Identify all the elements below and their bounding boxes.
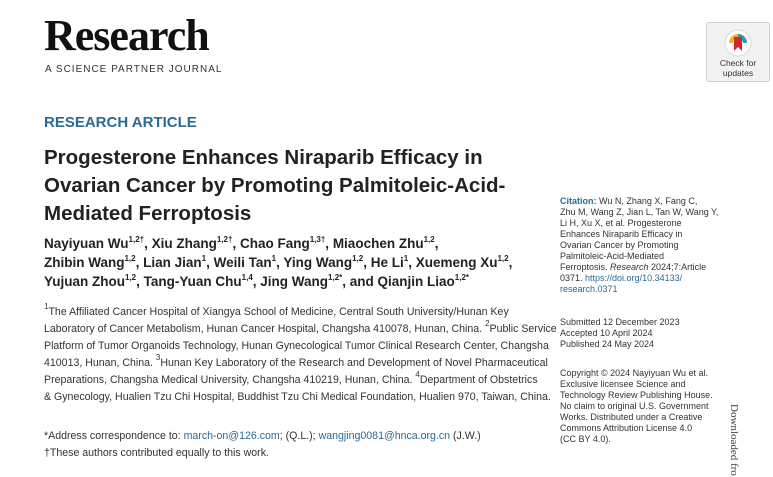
author-name[interactable]: Weili Tan xyxy=(213,255,272,270)
citation-label: Citation: xyxy=(560,196,597,206)
title-line: Progesterone Enhances Niraparib Efficacy in xyxy=(44,146,483,169)
author-affiliation-marker: 1,2 xyxy=(352,254,364,263)
citation-line: Ovarian Cancer by Promoting xyxy=(560,240,679,250)
copyright-line: (CC BY 4.0). xyxy=(560,434,611,444)
author-name[interactable]: Nayiyuan Wu xyxy=(44,236,129,251)
affiliation-text: Platform of Tumor Organoids Technology, Hunan Gynecological Tumor Clinical Research Center, Changsha xyxy=(44,340,549,352)
author-name[interactable]: Ying Wang xyxy=(283,255,353,270)
affiliation-marker: 3 xyxy=(155,353,161,362)
title-line: Mediated Ferroptosis xyxy=(44,202,252,225)
affiliation-line xyxy=(44,338,549,355)
affiliation-line xyxy=(44,389,551,406)
journal-tagline: A SCIENCE PARTNER JOURNAL xyxy=(45,64,223,75)
citation-line xyxy=(560,284,730,295)
author-name[interactable]: Tang-Yuan Chu xyxy=(143,274,242,289)
article-title xyxy=(44,144,544,228)
affiliation-text: The Affiliated Cancer Hospital of Xiangya School of Medicine, Central South University/Hunan Key xyxy=(48,306,509,318)
copyright-line: Exclusive licensee Science and xyxy=(560,379,686,389)
accepted-date: Accepted 10 April 2024 xyxy=(560,328,653,338)
article-type-label: RESEARCH ARTICLE xyxy=(44,114,197,131)
bookmark-ribbon-icon xyxy=(723,28,753,58)
publication-dates xyxy=(560,317,730,350)
affiliation-line xyxy=(44,304,544,321)
author-list xyxy=(44,234,544,291)
affiliation-marker: 1 xyxy=(44,302,49,311)
submitted-date: Submitted 12 December 2023 xyxy=(560,317,680,327)
author-separator: , xyxy=(408,255,416,270)
journal-name: Research xyxy=(44,11,209,60)
equal-contribution-note: †These authors contributed equally to this work. xyxy=(44,447,269,459)
author-affiliation-marker: 1,2 xyxy=(124,254,136,263)
copyright-line: Works. Distributed under a Creative xyxy=(560,412,703,422)
citation-text: Ferroptosis. xyxy=(560,262,611,272)
author-name[interactable]: Lian Jian xyxy=(143,255,202,270)
copyright-line: Commons Attribution License 4.0 xyxy=(560,423,693,433)
author-line xyxy=(44,234,544,253)
article-sidebar xyxy=(560,196,730,445)
author-affiliation-marker: 1,2* xyxy=(454,273,470,282)
author-name[interactable]: Yujuan Zhou xyxy=(44,274,125,289)
author-affiliation-marker: 1,2 xyxy=(125,273,137,282)
copyright-line: No claim to original U.S. Government xyxy=(560,401,709,411)
correspondence-line xyxy=(44,428,544,445)
author-affiliation-marker: 1,2† xyxy=(128,235,145,244)
author-separator: , xyxy=(325,236,333,251)
citation-line xyxy=(560,273,730,284)
affiliation-text: Public Service xyxy=(489,323,557,335)
author-affiliation-marker: 1,4 xyxy=(241,273,253,282)
author-separator: , xyxy=(144,236,152,251)
affiliation-text: 410013, Hunan, China. xyxy=(44,357,156,369)
author-affiliation-marker: 1 xyxy=(271,254,277,263)
author-separator: , xyxy=(206,255,214,270)
citation-line: Zhu M, Wang Z, Jian L, Tan W, Wang Y, xyxy=(560,207,719,217)
author-name[interactable]: Jing Wang xyxy=(260,274,329,289)
author-separator: , xyxy=(276,255,284,270)
doi-link[interactable]: https://doi.org/10.34133/ xyxy=(585,273,683,283)
author-affiliation-marker: 1 xyxy=(201,254,207,263)
author-line xyxy=(44,253,544,272)
copyright-line: Copyright © 2024 Nayiyuan Wu et al. xyxy=(560,368,709,378)
check-for-updates-button[interactable] xyxy=(706,22,770,82)
correspondence-prefix: *Address correspondence to: xyxy=(44,430,184,442)
affiliation-text: Laboratory of Cancer Metabolism, Hunan Cancer Hospital, Changsha 410078, Hunan, China. xyxy=(44,323,486,335)
citation-text: 2024;7:Article xyxy=(648,262,707,272)
citation-line xyxy=(560,262,730,273)
author-separator: , xyxy=(135,255,144,270)
doi-link[interactable]: research.0371 xyxy=(560,284,618,294)
author-affiliation-marker: 1 xyxy=(403,254,409,263)
author-name[interactable]: Zhibin Wang xyxy=(44,255,125,270)
author-name[interactable]: Xiu Zhang xyxy=(151,236,217,251)
author-affiliation-marker: 1,3† xyxy=(309,235,326,244)
author-separator: , xyxy=(363,255,371,270)
affiliation-text: Preparations, Changsha Medical University, Changsha 410219, Hunan, China. xyxy=(44,374,416,386)
citation-text: Wu N, Zhang X, Fang C, xyxy=(596,196,698,206)
affiliation-marker: 2 xyxy=(485,319,490,328)
affiliations xyxy=(44,302,557,406)
citation-line: Li H, Xu X, et al. Progesterone xyxy=(560,218,682,228)
citation-journal: Research xyxy=(610,262,649,272)
author-separator: , and xyxy=(342,274,378,289)
author-line xyxy=(44,272,544,291)
download-note: Downloaded fro xyxy=(728,404,740,476)
citation-text: 0371. xyxy=(560,273,586,283)
email-link[interactable]: wangjing0081@hnca.org.cn xyxy=(318,430,451,442)
affiliation-text: Department of Obstetrics xyxy=(419,374,538,386)
author-separator: , xyxy=(252,274,261,289)
affiliation-marker: 4 xyxy=(415,370,420,379)
email-link[interactable]: march-on@126.com xyxy=(183,430,280,442)
published-date: Published 24 May 2024 xyxy=(560,339,655,349)
updates-label: updates xyxy=(722,68,754,78)
author-affiliation-marker: 1,2† xyxy=(216,235,233,244)
title-line: Ovarian Cancer by Promoting Palmitoleic-Acid- xyxy=(44,174,506,197)
author-separator: , xyxy=(232,236,240,251)
copyright-line: Technology Review Publishing House. xyxy=(560,390,713,400)
check-for-label: Check for xyxy=(719,58,757,68)
affiliation-line xyxy=(44,372,544,389)
author-affiliation-marker: 1,2 xyxy=(497,254,509,263)
affiliation-line xyxy=(44,353,548,372)
author-name[interactable]: Qianjin Liao xyxy=(377,274,455,289)
affiliation-text: & Gynecology, Hualien Tzu Chi Hospital, Buddhist Tzu Chi Medical Foundation, Hualien 970, Taiwan, China. xyxy=(44,391,551,403)
author-name[interactable]: Chao Fang xyxy=(239,236,310,251)
affiliation-line xyxy=(44,319,557,338)
author-affiliation-marker: 1,2 xyxy=(423,235,435,244)
correspondence xyxy=(44,428,544,462)
author-name[interactable]: He Li xyxy=(370,255,404,270)
author-affiliation-marker: 1,2* xyxy=(328,273,343,282)
author-separator: , xyxy=(508,255,513,270)
author-name[interactable]: Xuemeng Xu xyxy=(415,255,498,270)
author-separator: , xyxy=(434,236,439,251)
affiliation-text: Hunan Key Laboratory of the Research and Development of Novel Pharmaceutical xyxy=(160,357,548,369)
author-separator: , xyxy=(136,274,144,289)
citation-line: Palmitoleic-Acid-Mediated xyxy=(560,251,665,261)
correspondence-suffix: (J.W.) xyxy=(450,430,481,442)
copyright-block xyxy=(560,368,730,445)
citation-block xyxy=(560,196,730,295)
citation-line xyxy=(560,196,730,207)
citation-line: Enhances Niraparib Efficacy in xyxy=(560,229,683,239)
correspondence-mid: ; (Q.L.); xyxy=(279,430,319,442)
author-name[interactable]: Miaochen Zhu xyxy=(332,236,424,251)
